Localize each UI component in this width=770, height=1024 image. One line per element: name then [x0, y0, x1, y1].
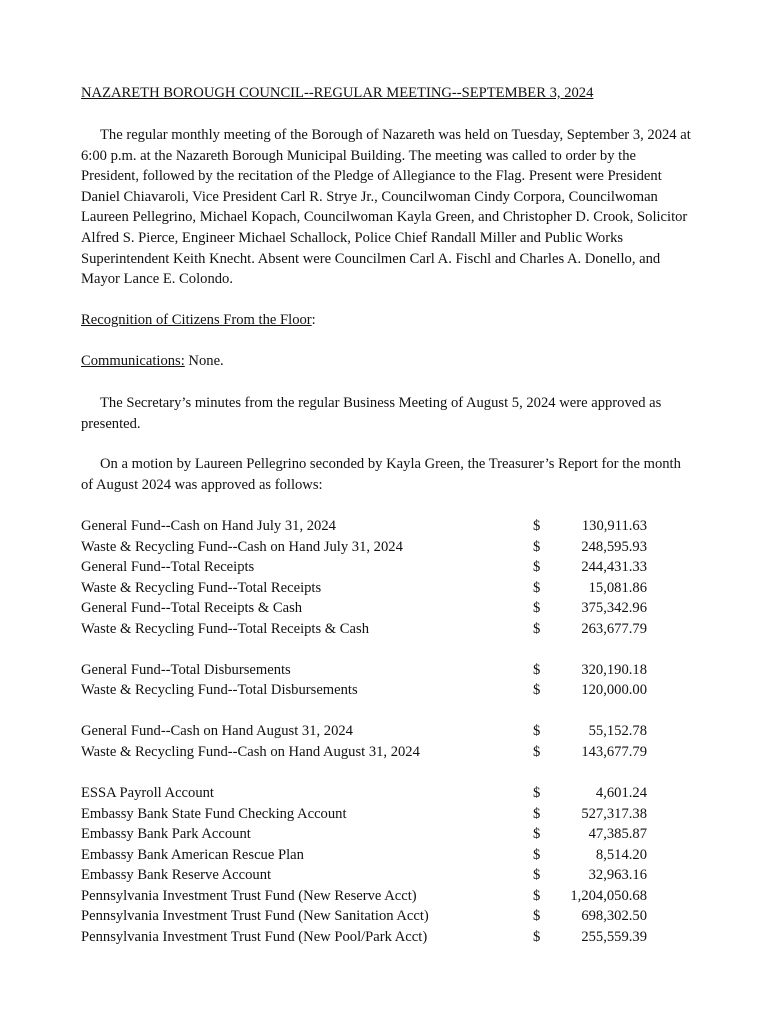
ledger-amount: 55,152.78: [588, 723, 647, 739]
communications-section: [81, 351, 693, 372]
ledger-amount: 15,081.86: [588, 579, 647, 596]
currency-symbol: $: [533, 579, 541, 596]
ledger-amount: 263,677.79: [581, 620, 647, 637]
ledger-label: Pennsylvania Investment Trust Fund (New Pool/Park Acct): [81, 928, 428, 945]
ledger-label: General Fund--Cash on Hand August 31, 2024: [81, 723, 353, 739]
ledger-label: Waste & Recycling Fund--Total Receipts & Cash: [81, 620, 369, 637]
recognition-suffix: :: [311, 312, 316, 328]
ledger-label: Waste & Recycling Fund--Total Receipts: [81, 579, 322, 596]
currency-symbol: $: [533, 867, 541, 883]
recognition-section: [81, 310, 693, 331]
ledger-amount: 320,190.18: [581, 661, 647, 678]
ledger-row: [81, 927, 647, 948]
currency-symbol: $: [533, 559, 541, 575]
ledger-row: [81, 906, 647, 927]
currency-symbol: $: [533, 908, 541, 924]
ledger-amount: 375,342.96: [581, 600, 647, 616]
ledger-row: [81, 845, 647, 866]
currency-symbol: $: [533, 682, 541, 698]
ledger-row: [81, 824, 647, 845]
ledger-label: Waste & Recycling Fund--Cash on Hand August 31, 2024: [81, 743, 420, 760]
ledger-row: [81, 578, 647, 599]
recognition-heading: Recognition of Citizens From the Floor: [81, 312, 312, 328]
ledger-row: [81, 660, 647, 681]
ledger-label: General Fund--Total Receipts & Cash: [81, 600, 303, 616]
ledger-row: [81, 742, 647, 763]
currency-symbol: $: [533, 723, 541, 739]
communications-text: None.: [184, 353, 224, 369]
ledger-label: Waste & Recycling Fund--Total Disbursements: [81, 682, 358, 698]
currency-symbol: $: [533, 518, 541, 534]
ledger-amount: 244,431.33: [581, 559, 647, 575]
currency-symbol: $: [533, 743, 541, 760]
ledger-amount: 32,963.16: [588, 867, 647, 883]
ledger-amount: 8,514.20: [595, 846, 647, 863]
ledger-label: Embassy Bank Reserve Account: [81, 867, 272, 883]
ledger-row: [81, 783, 647, 804]
ledger-row: [81, 619, 647, 640]
ledger-amount: 527,317.38: [581, 805, 647, 822]
ledger-amount: 120,000.00: [581, 682, 647, 698]
minutes-paragraph: The Secretary’s minutes from the regular Business Meeting of August 5, 2024 were approved as presented.: [81, 395, 662, 432]
ledger-amount: 4,601.24: [595, 785, 647, 801]
ledger-label: Embassy Bank Park Account: [81, 826, 251, 842]
ledger-label: General Fund--Cash on Hand July 31, 2024: [81, 518, 336, 534]
ledger-row: [81, 886, 647, 907]
currency-symbol: $: [533, 661, 541, 678]
ledger-amount: 698,302.50: [581, 908, 647, 924]
currency-symbol: $: [533, 805, 541, 822]
ledger-label: ESSA Payroll Account: [81, 785, 214, 801]
ledger-label: Waste & Recycling Fund--Cash on Hand July 31, 2024: [81, 538, 403, 555]
currency-symbol: $: [533, 826, 541, 842]
currency-symbol: $: [533, 887, 541, 904]
currency-symbol: $: [533, 785, 541, 801]
ledger-label: General Fund--Total Disbursements: [81, 661, 291, 678]
treasurer-motion-paragraph: On a motion by Laureen Pellegrino seconded by Kayla Green, the Treasurer’s Report for the month of August 2024 was approved as follows:: [81, 456, 681, 493]
ledger-row: [81, 680, 647, 701]
ledger-amount: 255,559.39: [581, 928, 647, 945]
currency-symbol: $: [533, 846, 541, 863]
currency-symbol: $: [533, 600, 541, 616]
ledger-label: Embassy Bank State Fund Checking Account: [81, 805, 347, 822]
ledger-row: [81, 557, 647, 578]
page-title: NAZARETH BOROUGH COUNCIL--REGULAR MEETING--SEPTEMBER 3, 2024: [81, 85, 594, 101]
ledger-label: Pennsylvania Investment Trust Fund (New Sanitation Acct): [81, 908, 429, 924]
ledger-amount: 47,385.87: [588, 826, 647, 842]
currency-symbol: $: [533, 620, 541, 637]
currency-symbol: $: [533, 928, 541, 945]
ledger-amount: 143,677.79: [581, 743, 647, 760]
ledger-row: [81, 865, 647, 886]
ledger-amount: 248,595.93: [581, 538, 647, 555]
communications-heading: Communications:: [81, 353, 185, 369]
ledger-row: [81, 516, 647, 537]
ledger-label: Pennsylvania Investment Trust Fund (New Reserve Acct): [81, 887, 417, 904]
intro-paragraph: The regular monthly meeting of the Borough of Nazareth was held on Tuesday, September 3, 2024 at 6:00 p.m. at the Nazareth Borough Municipal Building. The meeting was called to order by the President, followed by the recitation of the Pledge of Allegiance to the Flag. Present were President Daniel Chiavaroli, Vice President Carl R. Strye Jr., Councilwoman Cindy Corpora, Councilwoman Laureen Pellegrino, Michael Kopach, Councilwoman Kayla Green, and Christopher D. Crook, Solicitor Alfred S. Pierce, Engineer Michael Schallock, Police Chief Randall Miller and Public Works Superintendent Keith Knecht. Absent were Councilmen Carl A. Fischl and Charles A. Donello, and Mayor Lance E. Colondo.: [81, 127, 691, 288]
ledger-amount: 130,911.63: [581, 518, 647, 534]
ledger-label: Embassy Bank American Rescue Plan: [81, 846, 304, 863]
ledger-row: [81, 537, 647, 558]
ledger-row: [81, 721, 647, 742]
ledger-row: [81, 804, 647, 825]
ledger-label: General Fund--Total Receipts: [81, 559, 255, 575]
ledger-amount: 1,204,050.68: [570, 887, 647, 904]
ledger-row: [81, 598, 647, 619]
currency-symbol: $: [533, 538, 541, 555]
